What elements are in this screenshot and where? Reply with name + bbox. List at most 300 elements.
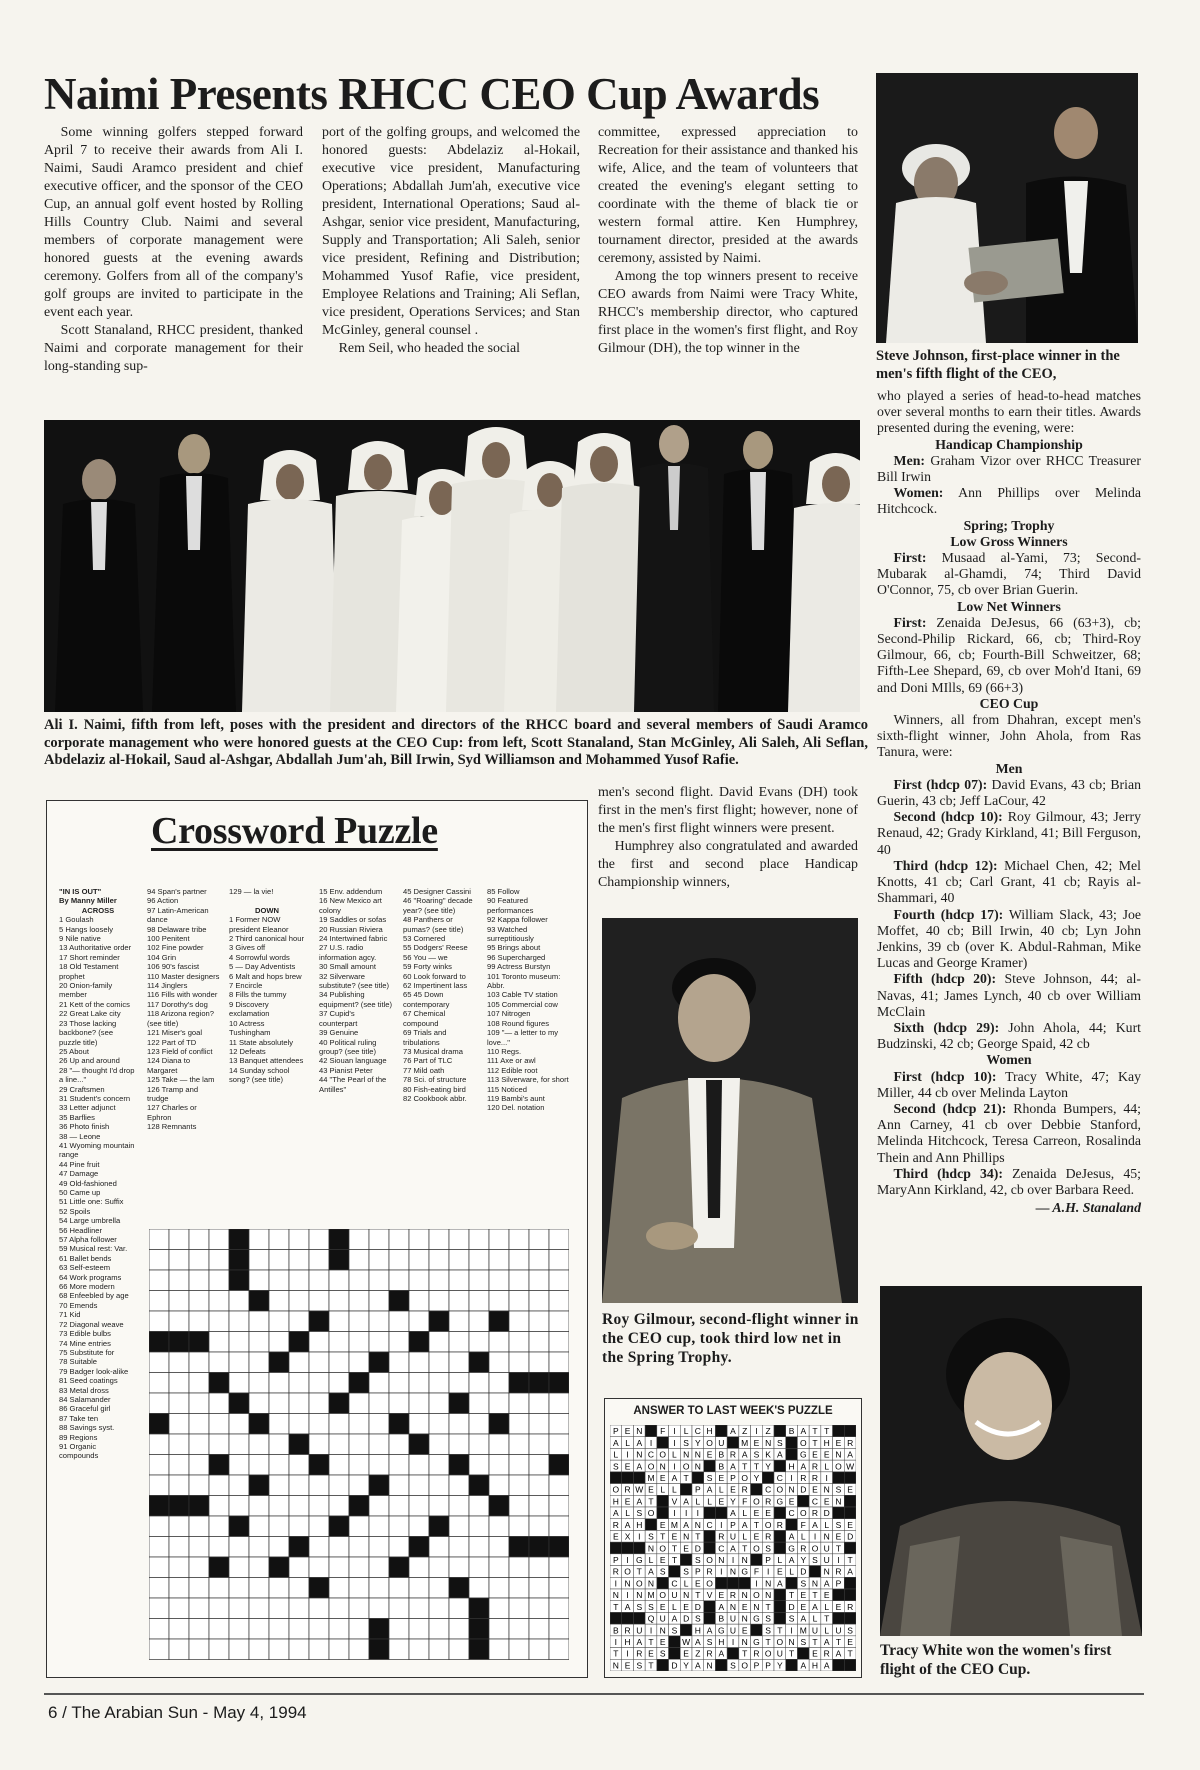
crossword-cell[interactable] (149, 1311, 169, 1332)
crossword-cell[interactable] (509, 1352, 529, 1373)
crossword-cell[interactable] (309, 1373, 329, 1394)
crossword-cell[interactable] (189, 1229, 209, 1250)
crossword-cell[interactable] (529, 1291, 549, 1312)
crossword-cell[interactable] (169, 1270, 189, 1291)
crossword-cell[interactable] (349, 1537, 369, 1558)
crossword-cell[interactable] (389, 1393, 409, 1414)
crossword-cell[interactable] (209, 1516, 229, 1537)
crossword-cell[interactable] (449, 1352, 469, 1373)
crossword-cell[interactable] (329, 1434, 349, 1455)
crossword-cell[interactable] (529, 1598, 549, 1619)
crossword-cell[interactable] (349, 1619, 369, 1640)
crossword-cell[interactable] (329, 1414, 349, 1435)
crossword-cell[interactable] (429, 1373, 449, 1394)
crossword-cell[interactable] (449, 1373, 469, 1394)
crossword-cell[interactable] (489, 1557, 509, 1578)
crossword-cell[interactable] (389, 1639, 409, 1660)
crossword-cell[interactable] (549, 1414, 569, 1435)
crossword-cell[interactable] (249, 1598, 269, 1619)
crossword-cell[interactable] (269, 1496, 289, 1517)
crossword-cell[interactable] (249, 1537, 269, 1558)
crossword-cell[interactable] (169, 1537, 189, 1558)
crossword-cell[interactable] (369, 1537, 389, 1558)
crossword-cell[interactable] (349, 1455, 369, 1476)
crossword-cell[interactable] (529, 1434, 549, 1455)
crossword-cell[interactable] (349, 1557, 369, 1578)
crossword-cell[interactable] (229, 1352, 249, 1373)
crossword-cell[interactable] (249, 1496, 269, 1517)
crossword-cell[interactable] (289, 1373, 309, 1394)
crossword-cell[interactable] (489, 1291, 509, 1312)
crossword-cell[interactable] (289, 1414, 309, 1435)
crossword-cell[interactable] (509, 1393, 529, 1414)
crossword-cell[interactable] (189, 1270, 209, 1291)
crossword-cell[interactable] (289, 1311, 309, 1332)
crossword-cell[interactable] (229, 1434, 249, 1455)
crossword-cell[interactable] (409, 1578, 429, 1599)
crossword-cell[interactable] (269, 1291, 289, 1312)
crossword-cell[interactable] (429, 1578, 449, 1599)
crossword-cell[interactable] (369, 1250, 389, 1271)
crossword-cell[interactable] (469, 1332, 489, 1353)
crossword-cell[interactable] (229, 1311, 249, 1332)
crossword-cell[interactable] (509, 1291, 529, 1312)
crossword-cell[interactable] (489, 1373, 509, 1394)
crossword-cell[interactable] (149, 1270, 169, 1291)
crossword-cell[interactable] (309, 1434, 329, 1455)
crossword-cell[interactable] (209, 1496, 229, 1517)
crossword-cell[interactable] (389, 1311, 409, 1332)
crossword-cell[interactable] (149, 1434, 169, 1455)
crossword-cell[interactable] (169, 1619, 189, 1640)
crossword-cell[interactable] (349, 1414, 369, 1435)
crossword-cell[interactable] (369, 1311, 389, 1332)
crossword-cell[interactable] (389, 1598, 409, 1619)
crossword-cell[interactable] (449, 1639, 469, 1660)
crossword-cell[interactable] (189, 1639, 209, 1660)
crossword-cell[interactable] (509, 1619, 529, 1640)
crossword-cell[interactable] (449, 1619, 469, 1640)
crossword-cell[interactable] (429, 1352, 449, 1373)
crossword-cell[interactable] (429, 1496, 449, 1517)
crossword-cell[interactable] (229, 1291, 249, 1312)
crossword-cell[interactable] (429, 1475, 449, 1496)
crossword-cell[interactable] (189, 1475, 209, 1496)
crossword-cell[interactable] (209, 1332, 229, 1353)
crossword-cell[interactable] (229, 1537, 249, 1558)
crossword-cell[interactable] (449, 1270, 469, 1291)
crossword-cell[interactable] (309, 1332, 329, 1353)
crossword-cell[interactable] (269, 1516, 289, 1537)
crossword-cell[interactable] (529, 1619, 549, 1640)
crossword-cell[interactable] (309, 1619, 329, 1640)
crossword-cell[interactable] (549, 1475, 569, 1496)
crossword-cell[interactable] (349, 1516, 369, 1537)
crossword-cell[interactable] (169, 1455, 189, 1476)
crossword-cell[interactable] (429, 1557, 449, 1578)
crossword-cell[interactable] (189, 1455, 209, 1476)
crossword-cell[interactable] (389, 1434, 409, 1455)
crossword-cell[interactable] (289, 1619, 309, 1640)
crossword-cell[interactable] (189, 1352, 209, 1373)
crossword-cell[interactable] (149, 1455, 169, 1476)
crossword-cell[interactable] (509, 1311, 529, 1332)
crossword-cell[interactable] (169, 1639, 189, 1660)
crossword-cell[interactable] (369, 1496, 389, 1517)
crossword-cell[interactable] (209, 1619, 229, 1640)
crossword-cell[interactable] (509, 1250, 529, 1271)
crossword-cell[interactable] (189, 1311, 209, 1332)
crossword-cell[interactable] (269, 1332, 289, 1353)
crossword-cell[interactable] (449, 1516, 469, 1537)
crossword-cell[interactable] (289, 1291, 309, 1312)
crossword-cell[interactable] (329, 1496, 349, 1517)
crossword-cell[interactable] (389, 1229, 409, 1250)
crossword-cell[interactable] (449, 1537, 469, 1558)
crossword-cell[interactable] (469, 1229, 489, 1250)
crossword-cell[interactable] (369, 1434, 389, 1455)
crossword-cell[interactable] (469, 1434, 489, 1455)
crossword-cell[interactable] (409, 1229, 429, 1250)
crossword-cell[interactable] (169, 1250, 189, 1271)
crossword-cell[interactable] (169, 1352, 189, 1373)
crossword-cell[interactable] (169, 1311, 189, 1332)
crossword-cell[interactable] (329, 1332, 349, 1353)
crossword-cell[interactable] (349, 1639, 369, 1660)
crossword-cell[interactable] (489, 1475, 509, 1496)
crossword-cell[interactable] (169, 1373, 189, 1394)
crossword-cell[interactable] (269, 1393, 289, 1414)
crossword-cell[interactable] (549, 1639, 569, 1660)
crossword-cell[interactable] (449, 1229, 469, 1250)
crossword-cell[interactable] (149, 1393, 169, 1414)
crossword-cell[interactable] (249, 1516, 269, 1537)
crossword-cell[interactable] (269, 1578, 289, 1599)
crossword-cell[interactable] (369, 1414, 389, 1435)
crossword-cell[interactable] (249, 1311, 269, 1332)
crossword-cell[interactable] (489, 1229, 509, 1250)
crossword-cell[interactable] (249, 1270, 269, 1291)
crossword-cell[interactable] (229, 1414, 249, 1435)
crossword-cell[interactable] (409, 1496, 429, 1517)
crossword-cell[interactable] (329, 1619, 349, 1640)
crossword-cell[interactable] (329, 1598, 349, 1619)
crossword-cell[interactable] (389, 1578, 409, 1599)
crossword-cell[interactable] (429, 1414, 449, 1435)
crossword-cell[interactable] (509, 1475, 529, 1496)
crossword-cell[interactable] (389, 1455, 409, 1476)
crossword-cell[interactable] (409, 1516, 429, 1537)
crossword-cell[interactable] (529, 1455, 549, 1476)
crossword-cell[interactable] (369, 1270, 389, 1291)
crossword-cell[interactable] (169, 1393, 189, 1414)
crossword-cell[interactable] (409, 1475, 429, 1496)
crossword-cell[interactable] (209, 1434, 229, 1455)
crossword-cell[interactable] (329, 1537, 349, 1558)
crossword-cell[interactable] (149, 1639, 169, 1660)
crossword-cell[interactable] (409, 1414, 429, 1435)
crossword-cell[interactable] (289, 1639, 309, 1660)
crossword-cell[interactable] (229, 1578, 249, 1599)
crossword-cell[interactable] (249, 1393, 269, 1414)
crossword-cell[interactable] (469, 1414, 489, 1435)
crossword-cell[interactable] (489, 1619, 509, 1640)
crossword-cell[interactable] (529, 1578, 549, 1599)
crossword-cell[interactable] (269, 1455, 289, 1476)
crossword-cell[interactable] (169, 1229, 189, 1250)
crossword-cell[interactable] (509, 1229, 529, 1250)
crossword-grid[interactable] (149, 1229, 569, 1661)
crossword-cell[interactable] (329, 1455, 349, 1476)
crossword-cell[interactable] (469, 1373, 489, 1394)
crossword-cell[interactable] (409, 1619, 429, 1640)
crossword-cell[interactable] (189, 1578, 209, 1599)
crossword-cell[interactable] (529, 1229, 549, 1250)
crossword-cell[interactable] (189, 1414, 209, 1435)
crossword-cell[interactable] (349, 1578, 369, 1599)
crossword-cell[interactable] (169, 1475, 189, 1496)
crossword-cell[interactable] (309, 1270, 329, 1291)
crossword-cell[interactable] (189, 1537, 209, 1558)
crossword-cell[interactable] (389, 1250, 409, 1271)
crossword-cell[interactable] (449, 1414, 469, 1435)
crossword-cell[interactable] (149, 1557, 169, 1578)
crossword-cell[interactable] (529, 1393, 549, 1414)
crossword-cell[interactable] (289, 1475, 309, 1496)
crossword-cell[interactable] (369, 1455, 389, 1476)
crossword-cell[interactable] (209, 1250, 229, 1271)
crossword-cell[interactable] (429, 1332, 449, 1353)
crossword-cell[interactable] (229, 1455, 249, 1476)
crossword-cell[interactable] (229, 1619, 249, 1640)
crossword-cell[interactable] (509, 1270, 529, 1291)
crossword-cell[interactable] (549, 1270, 569, 1291)
crossword-cell[interactable] (189, 1373, 209, 1394)
crossword-cell[interactable] (149, 1352, 169, 1373)
crossword-cell[interactable] (229, 1598, 249, 1619)
crossword-cell[interactable] (329, 1578, 349, 1599)
crossword-cell[interactable] (309, 1393, 329, 1414)
crossword-cell[interactable] (409, 1250, 429, 1271)
crossword-cell[interactable] (509, 1496, 529, 1517)
crossword-cell[interactable] (269, 1537, 289, 1558)
crossword-cell[interactable] (509, 1598, 529, 1619)
crossword-cell[interactable] (469, 1537, 489, 1558)
crossword-cell[interactable] (249, 1352, 269, 1373)
crossword-cell[interactable] (529, 1352, 549, 1373)
crossword-cell[interactable] (149, 1598, 169, 1619)
crossword-cell[interactable] (289, 1270, 309, 1291)
crossword-cell[interactable] (269, 1414, 289, 1435)
crossword-cell[interactable] (469, 1455, 489, 1476)
crossword-cell[interactable] (209, 1598, 229, 1619)
crossword-cell[interactable] (189, 1598, 209, 1619)
crossword-cell[interactable] (289, 1455, 309, 1476)
crossword-cell[interactable] (149, 1250, 169, 1271)
crossword-cell[interactable] (349, 1475, 369, 1496)
crossword-cell[interactable] (549, 1516, 569, 1537)
crossword-cell[interactable] (369, 1393, 389, 1414)
crossword-cell[interactable] (269, 1373, 289, 1394)
crossword-cell[interactable] (509, 1414, 529, 1435)
crossword-cell[interactable] (549, 1619, 569, 1640)
crossword-cell[interactable] (309, 1598, 329, 1619)
crossword-cell[interactable] (309, 1557, 329, 1578)
crossword-cell[interactable] (489, 1393, 509, 1414)
crossword-cell[interactable] (329, 1352, 349, 1373)
crossword-cell[interactable] (249, 1373, 269, 1394)
crossword-cell[interactable] (309, 1537, 329, 1558)
crossword-cell[interactable] (229, 1639, 249, 1660)
crossword-cell[interactable] (469, 1250, 489, 1271)
crossword-cell[interactable] (409, 1598, 429, 1619)
crossword-cell[interactable] (249, 1434, 269, 1455)
crossword-cell[interactable] (369, 1557, 389, 1578)
crossword-cell[interactable] (249, 1578, 269, 1599)
crossword-cell[interactable] (449, 1496, 469, 1517)
crossword-cell[interactable] (549, 1393, 569, 1414)
crossword-cell[interactable] (349, 1250, 369, 1271)
crossword-cell[interactable] (309, 1414, 329, 1435)
crossword-cell[interactable] (149, 1619, 169, 1640)
crossword-cell[interactable] (549, 1332, 569, 1353)
crossword-cell[interactable] (489, 1578, 509, 1599)
crossword-cell[interactable] (429, 1619, 449, 1640)
crossword-cell[interactable] (469, 1393, 489, 1414)
crossword-cell[interactable] (189, 1291, 209, 1312)
crossword-cell[interactable] (269, 1598, 289, 1619)
crossword-cell[interactable] (149, 1373, 169, 1394)
crossword-cell[interactable] (309, 1639, 329, 1660)
crossword-cell[interactable] (489, 1639, 509, 1660)
crossword-cell[interactable] (329, 1311, 349, 1332)
crossword-cell[interactable] (189, 1250, 209, 1271)
crossword-cell[interactable] (169, 1557, 189, 1578)
crossword-cell[interactable] (269, 1311, 289, 1332)
crossword-cell[interactable] (489, 1250, 509, 1271)
crossword-cell[interactable] (429, 1229, 449, 1250)
crossword-cell[interactable] (289, 1516, 309, 1537)
crossword-cell[interactable] (509, 1332, 529, 1353)
crossword-cell[interactable] (289, 1557, 309, 1578)
crossword-cell[interactable] (229, 1475, 249, 1496)
crossword-cell[interactable] (209, 1475, 229, 1496)
crossword-cell[interactable] (209, 1393, 229, 1414)
crossword-cell[interactable] (529, 1270, 549, 1291)
crossword-cell[interactable] (149, 1475, 169, 1496)
crossword-cell[interactable] (369, 1229, 389, 1250)
crossword-cell[interactable] (389, 1332, 409, 1353)
crossword-cell[interactable] (389, 1537, 409, 1558)
crossword-cell[interactable] (429, 1455, 449, 1476)
crossword-cell[interactable] (529, 1311, 549, 1332)
crossword-cell[interactable] (529, 1475, 549, 1496)
crossword-cell[interactable] (329, 1557, 349, 1578)
crossword-cell[interactable] (329, 1373, 349, 1394)
crossword-cell[interactable] (349, 1434, 369, 1455)
crossword-cell[interactable] (489, 1516, 509, 1537)
crossword-cell[interactable] (309, 1291, 329, 1312)
crossword-cell[interactable] (209, 1311, 229, 1332)
crossword-cell[interactable] (549, 1598, 569, 1619)
crossword-cell[interactable] (389, 1475, 409, 1496)
crossword-cell[interactable] (249, 1557, 269, 1578)
crossword-cell[interactable] (409, 1373, 429, 1394)
crossword-cell[interactable] (289, 1393, 309, 1414)
crossword-cell[interactable] (549, 1352, 569, 1373)
crossword-cell[interactable] (349, 1270, 369, 1291)
crossword-cell[interactable] (469, 1516, 489, 1537)
crossword-cell[interactable] (549, 1496, 569, 1517)
crossword-cell[interactable] (169, 1291, 189, 1312)
crossword-cell[interactable] (409, 1291, 429, 1312)
crossword-cell[interactable] (349, 1311, 369, 1332)
crossword-cell[interactable] (389, 1373, 409, 1394)
crossword-cell[interactable] (349, 1598, 369, 1619)
crossword-cell[interactable] (149, 1229, 169, 1250)
crossword-cell[interactable] (469, 1311, 489, 1332)
crossword-cell[interactable] (449, 1475, 469, 1496)
crossword-cell[interactable] (229, 1496, 249, 1517)
crossword-cell[interactable] (229, 1373, 249, 1394)
crossword-cell[interactable] (169, 1578, 189, 1599)
crossword-cell[interactable] (389, 1619, 409, 1640)
crossword-cell[interactable] (249, 1619, 269, 1640)
crossword-cell[interactable] (329, 1270, 349, 1291)
crossword-cell[interactable] (369, 1332, 389, 1353)
crossword-cell[interactable] (369, 1373, 389, 1394)
crossword-cell[interactable] (269, 1229, 289, 1250)
crossword-cell[interactable] (149, 1578, 169, 1599)
crossword-cell[interactable] (329, 1475, 349, 1496)
crossword-cell[interactable] (289, 1352, 309, 1373)
crossword-cell[interactable] (449, 1291, 469, 1312)
crossword-cell[interactable] (189, 1619, 209, 1640)
crossword-cell[interactable] (509, 1455, 529, 1476)
crossword-cell[interactable] (249, 1229, 269, 1250)
crossword-cell[interactable] (429, 1598, 449, 1619)
crossword-cell[interactable] (489, 1352, 509, 1373)
crossword-cell[interactable] (369, 1516, 389, 1537)
crossword-cell[interactable] (409, 1455, 429, 1476)
crossword-cell[interactable] (449, 1598, 469, 1619)
crossword-cell[interactable] (429, 1537, 449, 1558)
crossword-cell[interactable] (449, 1434, 469, 1455)
crossword-cell[interactable] (509, 1578, 529, 1599)
crossword-cell[interactable] (369, 1598, 389, 1619)
crossword-cell[interactable] (189, 1516, 209, 1537)
crossword-cell[interactable] (489, 1537, 509, 1558)
crossword-cell[interactable] (229, 1332, 249, 1353)
crossword-cell[interactable] (209, 1639, 229, 1660)
crossword-cell[interactable] (529, 1557, 549, 1578)
crossword-cell[interactable] (249, 1332, 269, 1353)
crossword-cell[interactable] (169, 1434, 189, 1455)
crossword-cell[interactable] (549, 1250, 569, 1271)
crossword-cell[interactable] (389, 1516, 409, 1537)
crossword-cell[interactable] (469, 1291, 489, 1312)
crossword-cell[interactable] (509, 1434, 529, 1455)
crossword-cell[interactable] (369, 1291, 389, 1312)
crossword-cell[interactable] (489, 1270, 509, 1291)
crossword-cell[interactable] (509, 1639, 529, 1660)
crossword-cell[interactable] (149, 1537, 169, 1558)
crossword-cell[interactable] (449, 1557, 469, 1578)
crossword-cell[interactable] (549, 1434, 569, 1455)
crossword-cell[interactable] (529, 1250, 549, 1271)
crossword-cell[interactable] (469, 1578, 489, 1599)
crossword-cell[interactable] (329, 1639, 349, 1660)
